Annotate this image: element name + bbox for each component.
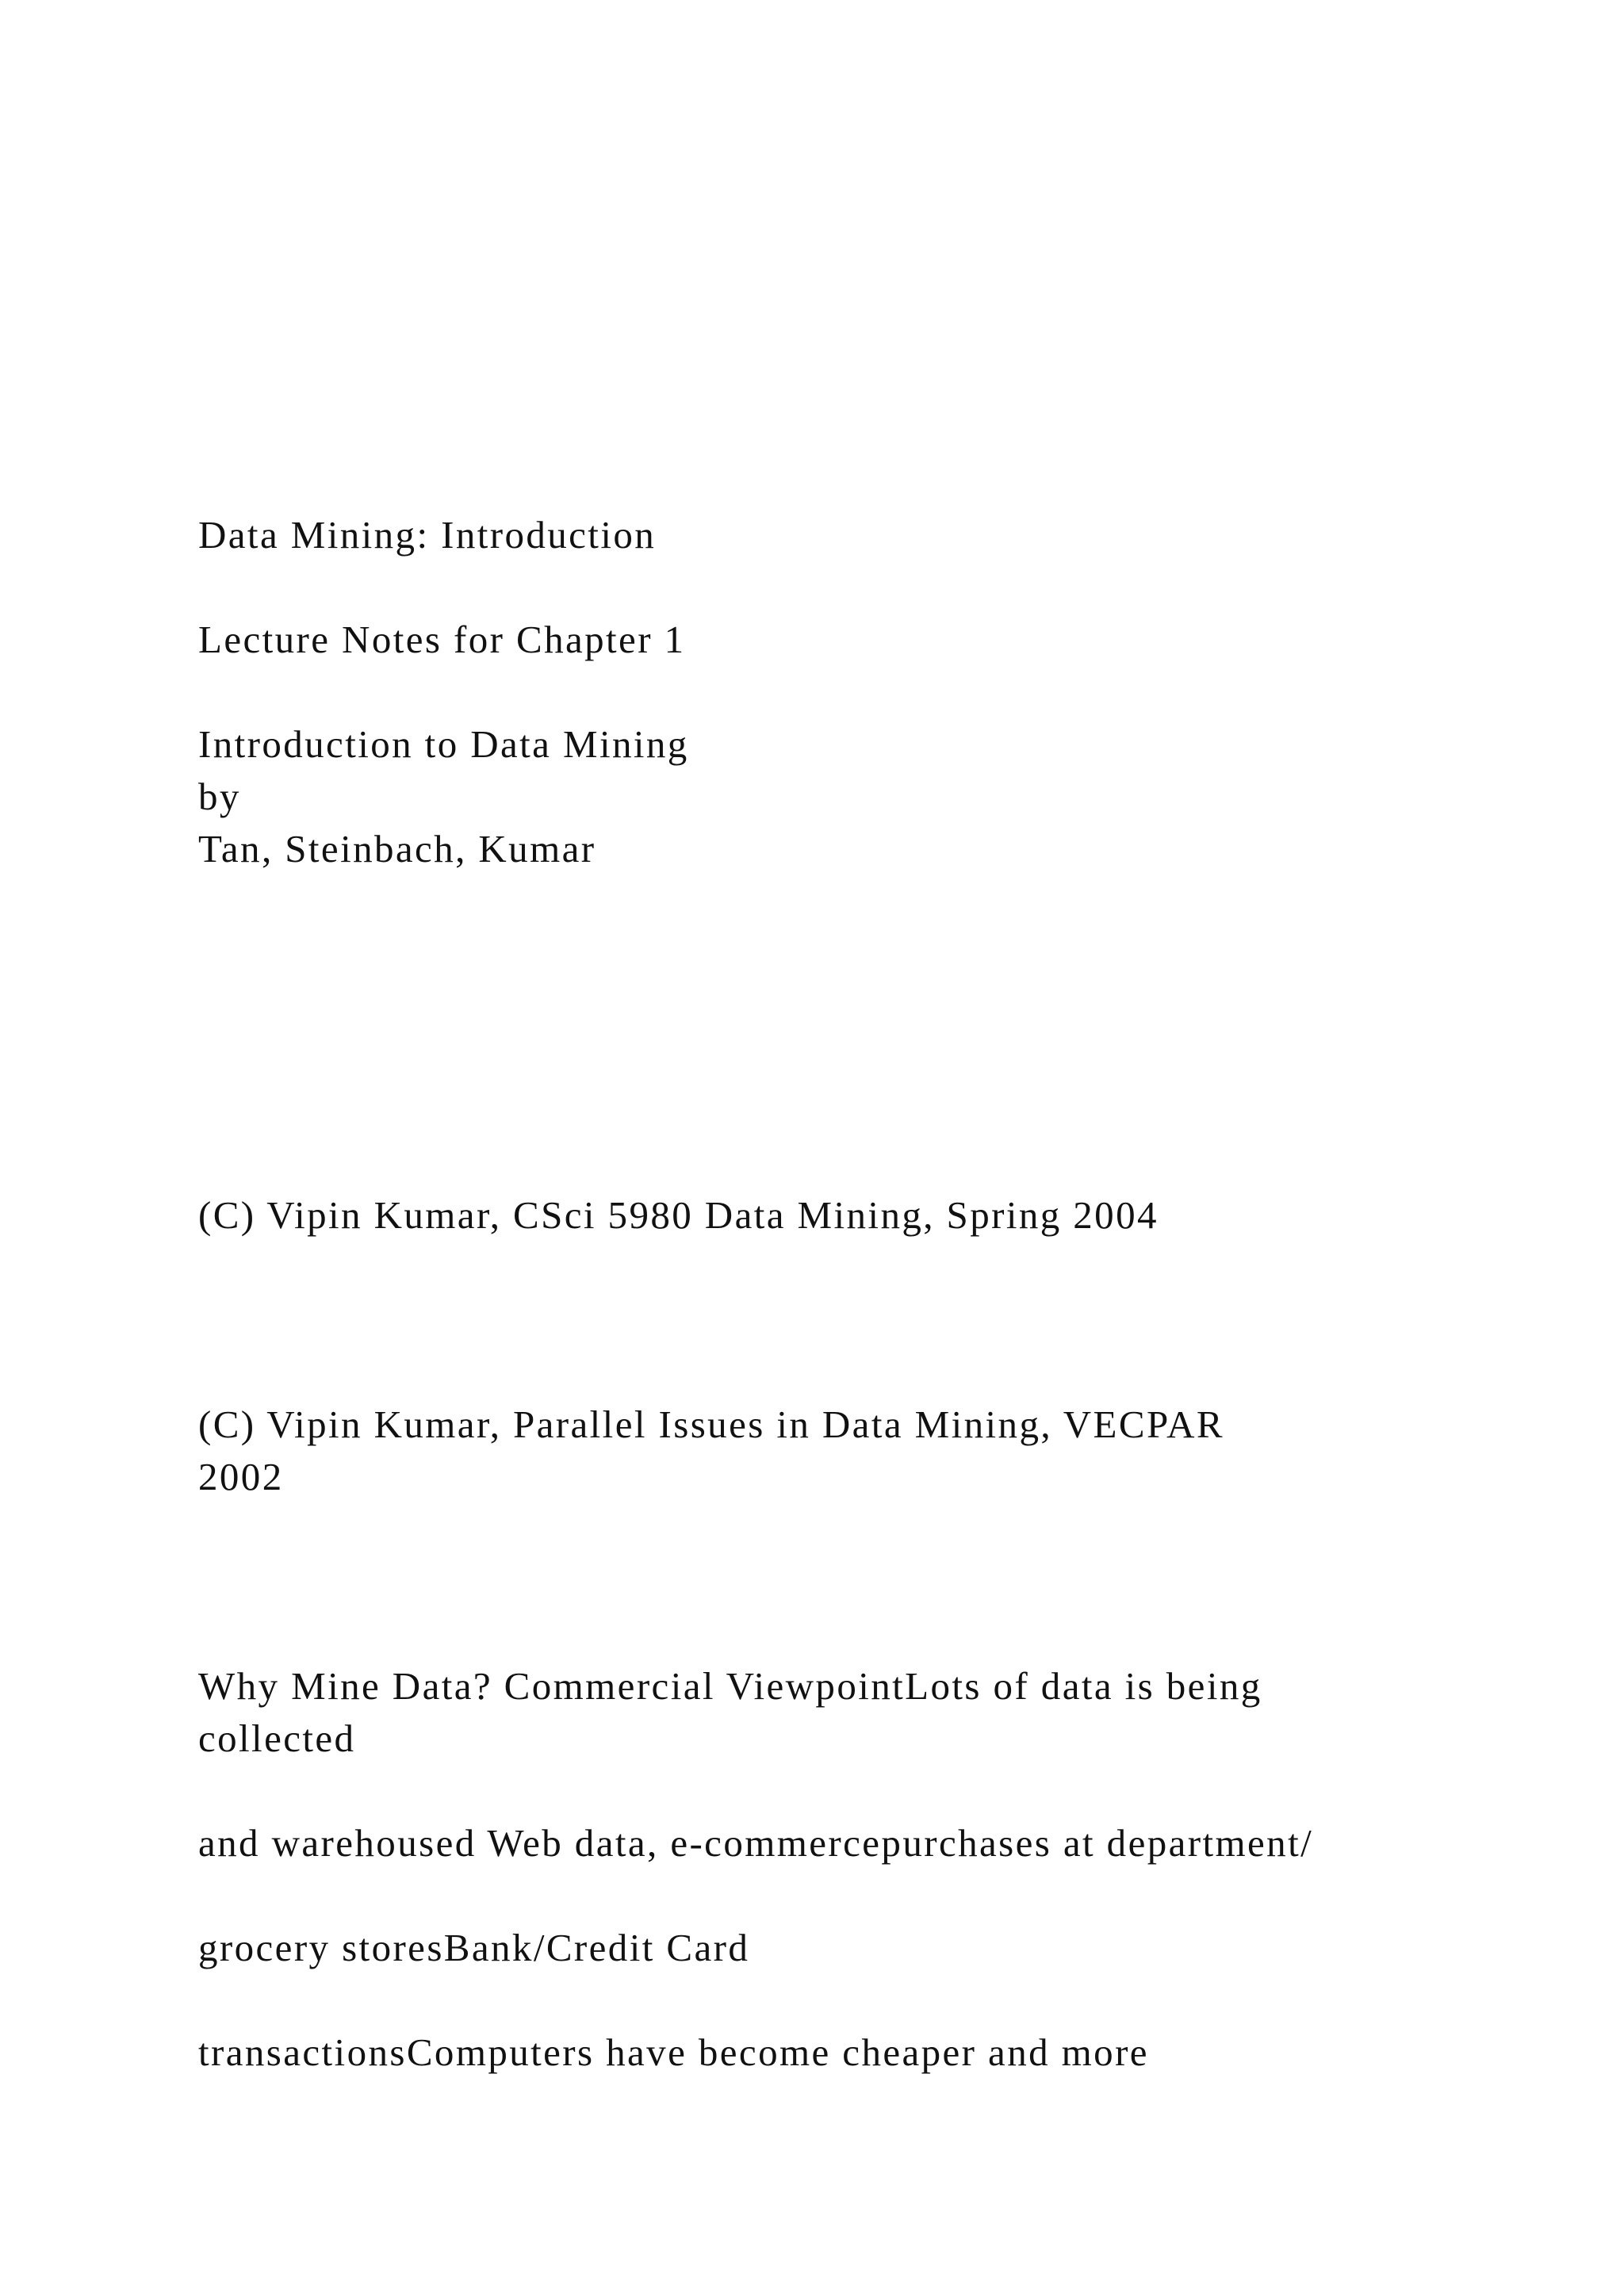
body-line: and warehoused Web data, e-commercepurchases at department/ [198, 1821, 1314, 1865]
book-title: Introduction to Data Mining [198, 722, 689, 766]
body-line: Why Mine Data? Commercial ViewpointLots of data is being [198, 1664, 1262, 1708]
by-label: by [198, 775, 241, 818]
body-line: grocery storesBank/Credit Card [198, 1926, 750, 1969]
body-line: transactionsComputers have become cheaper and more [198, 2030, 1149, 2074]
credit-line-1: (C) Vipin Kumar, CSci 5980 Data Mining, Spring 2004 [198, 1193, 1159, 1237]
document-title: Data Mining: Introduction [198, 513, 657, 557]
lecture-notes-subtitle: Lecture Notes for Chapter 1 [198, 618, 686, 661]
body-line: collected [198, 1716, 356, 1760]
credit-line-2-continued: 2002 [198, 1455, 284, 1498]
authors: Tan, Steinbach, Kumar [198, 827, 596, 871]
credit-line-2: (C) Vipin Kumar, Parallel Issues in Data Mining, VECPAR [198, 1402, 1224, 1446]
